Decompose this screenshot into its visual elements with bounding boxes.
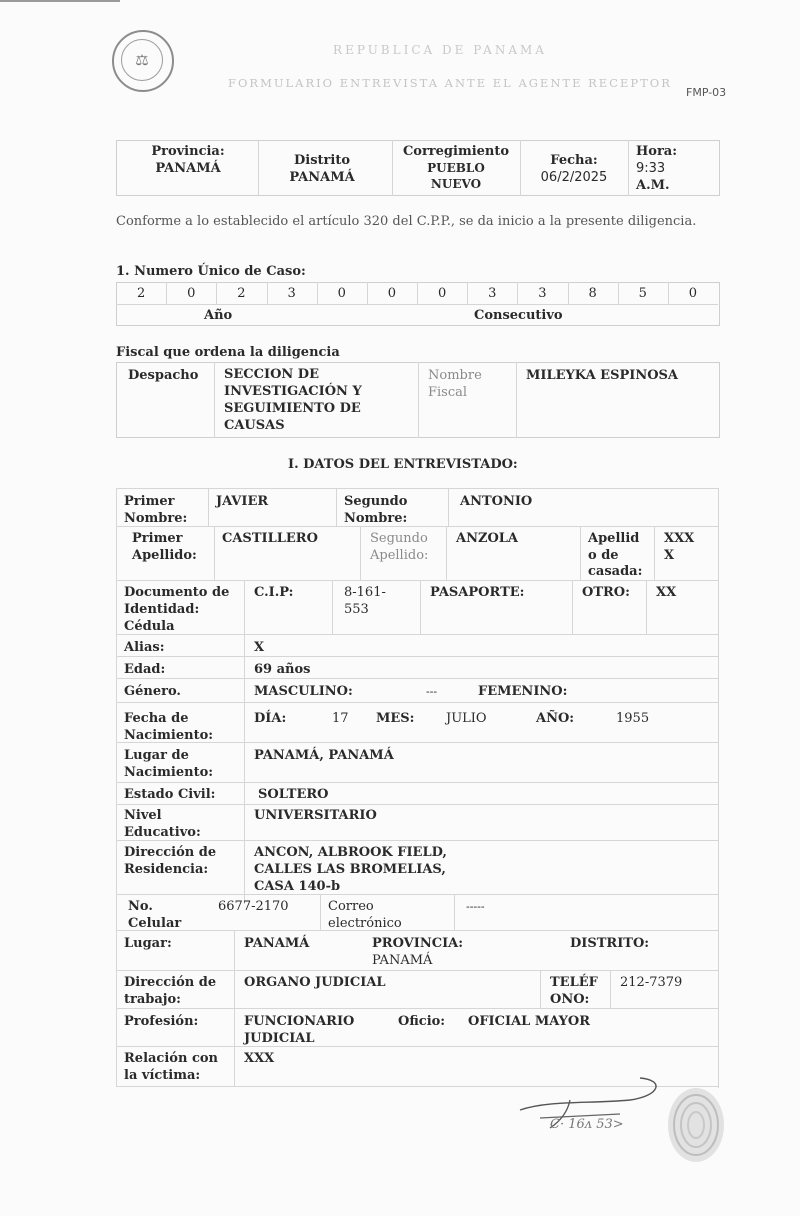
- genero-label: Género.: [124, 684, 181, 699]
- residencia-label-2: Residencia:: [124, 862, 209, 877]
- thumbprint: [664, 1084, 728, 1166]
- masculino-label: MASCULINO:: [254, 684, 353, 699]
- lugar-provincia-value: PANAMÁ: [372, 953, 433, 968]
- celular-value: 6677-2170: [218, 899, 289, 914]
- lugar-nacimiento-value: PANAMÁ, PANAMÁ: [254, 748, 394, 763]
- dia-label: DÍA:: [254, 711, 287, 726]
- distrito-value: PANAMÁ: [289, 170, 355, 185]
- corregimiento-value-1: PUEBLO: [427, 161, 485, 175]
- segundo-apellido-label-2: Apellido:: [370, 548, 429, 563]
- case-digit: 0: [688, 286, 698, 301]
- dia-value: 17: [332, 711, 349, 726]
- estado-civil-label: Estado Civil:: [124, 787, 216, 802]
- hora-label: Hora:: [636, 144, 678, 159]
- form-code: FMP-03: [686, 86, 727, 99]
- primer-apellido-label-2: Apellido:: [132, 548, 197, 563]
- lugar-nacimiento-label-2: Nacimiento:: [124, 765, 214, 780]
- documento-label-2: Identidad:: [124, 602, 200, 617]
- case-digit: 8: [588, 286, 597, 301]
- case-digit: 2: [136, 286, 146, 301]
- despacho-line-4: CAUSAS: [224, 418, 285, 433]
- femenino-label: FEMENINO:: [478, 684, 568, 699]
- fecha-nacimiento-label-1: Fecha de: [124, 711, 189, 726]
- digit-divider: [417, 282, 418, 304]
- case-digit: 3: [538, 286, 547, 301]
- lugar-nacimiento-label-1: Lugar de: [124, 748, 189, 763]
- nombre-fiscal-label-2: Fiscal: [428, 385, 468, 400]
- casada-label-2: o de: [588, 548, 619, 563]
- case-digit: 0: [337, 286, 346, 301]
- nombre-fiscal-label-1: Nombre: [428, 368, 482, 383]
- digit-divider: [467, 282, 468, 304]
- casada-value-1: XXX: [664, 531, 695, 546]
- mes-label: MES:: [376, 711, 415, 726]
- lugar-label: Lugar:: [124, 936, 172, 951]
- segundo-nombre-label-1: Segundo: [344, 494, 408, 509]
- digit-divider: [216, 282, 217, 304]
- hora-value-1: 9:33: [636, 161, 666, 176]
- case-digit: 3: [488, 286, 497, 301]
- profesion-value-2: JUDICIAL: [244, 1031, 315, 1046]
- residencia-value-1: ANCON, ALBROOK FIELD,: [254, 845, 447, 860]
- case-number-label: 1. Numero Único de Caso:: [116, 264, 306, 279]
- digit-divider: [267, 282, 268, 304]
- anio-label: AÑO:: [536, 711, 575, 726]
- correo-label-1: Correo: [328, 899, 374, 914]
- oficio-value: OFICIAL MAYOR: [468, 1014, 591, 1029]
- nivel-educativo-label-1: Nivel: [124, 808, 162, 823]
- case-digit: 0: [187, 286, 196, 301]
- lugar-distrito-label: DISTRITO:: [570, 936, 650, 951]
- celular-label-1: No.: [128, 899, 153, 914]
- fecha-label: Fecha:: [550, 153, 598, 168]
- digit-divider: [618, 282, 619, 304]
- case-digit: 2: [237, 286, 246, 301]
- correo-label-2: electrónico: [328, 916, 402, 931]
- segundo-nombre-value: ANTONIO: [460, 494, 533, 509]
- trabajo-value: ORGANO JUDICIAL: [244, 975, 386, 990]
- edad-value: 69 años: [254, 662, 311, 677]
- mes-value: JULIO: [446, 711, 487, 726]
- hora-value-2: A.M.: [636, 178, 670, 193]
- pasaporte-label: PASAPORTE:: [430, 585, 525, 600]
- residencia-label-1: Dirección de: [124, 845, 217, 860]
- relacion-label-1: Relación con: [124, 1051, 218, 1066]
- despacho-line-1: SECCION DE: [224, 367, 319, 382]
- telefono-value: 212-7379: [620, 975, 683, 990]
- coat-of-arms-seal: [112, 30, 174, 92]
- digit-divider: [668, 282, 669, 304]
- anio-value: 1955: [616, 711, 650, 726]
- lugar-value: PANAMÁ: [244, 936, 310, 951]
- oficio-label: Oficio:: [398, 1014, 446, 1029]
- intro-paragraph: Conforme a lo establecido el artículo 320 del C.P.P., se da inicio a la presente diligencia.: [116, 214, 697, 229]
- edad-label: Edad:: [124, 662, 166, 677]
- digit-divider: [166, 282, 167, 304]
- primer-nombre-label-1: Primer: [124, 494, 175, 509]
- digit-divider: [367, 282, 368, 304]
- relacion-value: XXX: [244, 1051, 275, 1066]
- despacho-line-2: INVESTIGACIÓN Y: [224, 384, 362, 399]
- case-digit: 3: [287, 286, 296, 301]
- documento-label-1: Documento de: [124, 585, 230, 600]
- provincia-label: Provincia:: [151, 144, 225, 159]
- cip-value-1: 8-161-: [344, 585, 386, 600]
- signature-handwritten-id: C· 16ᴧ 53>: [550, 1117, 624, 1132]
- nombre-fiscal-value: MILEYKA ESPINOSA: [526, 368, 679, 383]
- case-year-label: Año: [204, 308, 233, 323]
- trabajo-label-2: trabajo:: [124, 992, 181, 1007]
- residencia-value-3: CASA 140-b: [254, 879, 341, 894]
- despacho-line-3: SEGUIMIENTO DE: [224, 401, 361, 416]
- distrito-label: Distrito: [294, 153, 350, 168]
- masculino-value: ---: [426, 685, 438, 698]
- provincia-value: PANAMÁ: [155, 161, 221, 176]
- header-republic: REPUBLICA DE PANAMA: [333, 43, 547, 57]
- estado-civil-value: SOLTERO: [258, 787, 329, 802]
- primer-nombre-label-2: Nombre:: [124, 511, 188, 526]
- header-form-title: FORMULARIO ENTREVISTA ANTE EL AGENTE RECEPTOR: [228, 76, 672, 90]
- fiscal-heading: Fiscal que ordena la diligencia: [116, 345, 340, 360]
- trabajo-label-1: Dirección de: [124, 975, 217, 990]
- top-rule: [0, 0, 120, 2]
- corregimiento-value-2: NUEVO: [430, 177, 482, 191]
- casada-value-2: X: [664, 548, 675, 563]
- case-digit: 0: [387, 286, 397, 301]
- relacion-label-2: la víctima:: [124, 1068, 201, 1083]
- digit-divider: [517, 282, 518, 304]
- case-consecutive-label: Consecutivo: [474, 308, 563, 323]
- residencia-value-2: CALLES LAS BROMELIAS,: [254, 862, 446, 877]
- digit-divider: [568, 282, 569, 304]
- casada-label-3: casada:: [588, 564, 643, 579]
- case-digit: 0: [437, 286, 447, 301]
- segundo-apellido-value: ANZOLA: [456, 531, 519, 546]
- seal-emblem-icon: ⚖: [121, 39, 163, 81]
- primer-apellido-label-1: Primer: [132, 531, 183, 546]
- section-title: I. DATOS DEL ENTREVISTADO:: [288, 457, 518, 472]
- otro-label: OTRO:: [582, 585, 630, 600]
- celular-label-2: Celular: [128, 916, 182, 931]
- telefono-label-1: TELÉF: [550, 975, 598, 990]
- cip-label: C.I.P:: [254, 585, 294, 600]
- lugar-provincia-label: PROVINCIA:: [372, 936, 464, 951]
- otro-value: XX: [656, 585, 677, 600]
- corregimiento-label: Corregimiento: [402, 144, 510, 159]
- digit-divider: [317, 282, 318, 304]
- fecha-value: 06/2/2025: [540, 170, 608, 185]
- despacho-label: Despacho: [128, 368, 199, 383]
- segundo-nombre-label-2: Nombre:: [344, 511, 408, 526]
- case-digit: 5: [638, 286, 647, 301]
- nivel-educativo-value: UNIVERSITARIO: [254, 808, 377, 823]
- fecha-nacimiento-label-2: Nacimiento:: [124, 728, 214, 743]
- primer-nombre-value: JAVIER: [216, 494, 269, 509]
- telefono-label-2: ONO:: [550, 992, 590, 1007]
- casada-label-1: Apellid: [588, 531, 640, 546]
- correo-value: -----: [466, 900, 485, 913]
- segundo-apellido-label-1: Segundo: [370, 531, 428, 546]
- primer-apellido-value: CASTILLERO: [222, 531, 318, 546]
- profesion-value-1: FUNCIONARIO: [244, 1014, 355, 1029]
- profesion-label: Profesión:: [124, 1014, 199, 1029]
- alias-label: Alias:: [124, 640, 165, 655]
- cip-value-2: 553: [344, 602, 369, 617]
- nivel-educativo-label-2: Educativo:: [124, 825, 201, 840]
- documento-label-3: Cédula: [124, 619, 175, 634]
- alias-value: X: [254, 640, 265, 655]
